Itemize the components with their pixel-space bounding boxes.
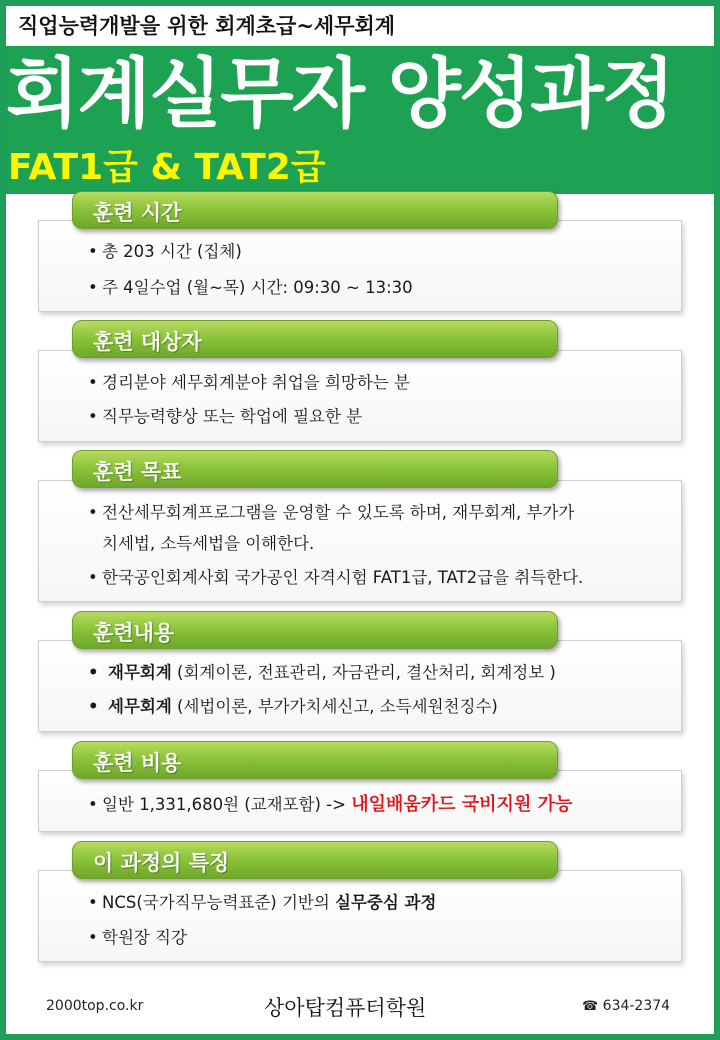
list-item: • 한국공인회계사회 국가공인 자격시험 FAT1급, TAT2급을 취득한다.: [88, 568, 584, 587]
section-box-target: [38, 350, 682, 442]
bullet: •: [88, 568, 98, 587]
section-label: 훈련 시간: [93, 201, 182, 225]
section-label: 훈련 목표: [93, 460, 182, 484]
poster-subtitle: 직업능력개발을 위한 회계초급~세무회계: [18, 13, 396, 38]
section-label: 훈련 비용: [93, 751, 182, 775]
section-label: 이 과정의 특징: [93, 851, 230, 875]
bullet: •: [88, 278, 98, 297]
list-item: • 재무회계 (회계이론, 전표관리, 자금관리, 결산처리, 회계정보 ): [88, 663, 556, 682]
list-item: • 일반 1,331,680원 (교재포함) -> 내일배움카드 국비지원 가능: [88, 794, 573, 815]
list-item: • NCS(국가직무능력표준) 기반의 실무중심 과정: [88, 893, 437, 912]
bullet: •: [88, 242, 98, 261]
website-link[interactable]: 2000top.co.kr: [46, 998, 144, 1014]
bullet: •: [88, 503, 98, 522]
phone-number: ☎ 634-2374: [582, 998, 671, 1014]
bullet: •: [88, 795, 98, 814]
phone-icon: ☎: [582, 999, 599, 1014]
section-tag-goal: [72, 450, 558, 488]
section-tag-target: [72, 320, 558, 358]
list-item: • 총 203 시간 (집체): [88, 242, 242, 261]
list-item: • 경리분야 세무회계분야 취업을 희망하는 분: [88, 373, 410, 392]
section-tag-cost: [72, 741, 558, 779]
section-tag-training-time: [72, 191, 558, 229]
section-label: 훈련내용: [93, 621, 175, 645]
section-box-content: [38, 640, 682, 732]
section-label: 훈련 대상자: [93, 330, 202, 354]
list-item-continuation: 치세법, 소득세법을 이해한다.: [102, 534, 315, 553]
list-item: • 세무회계 (세법이론, 부가가치세신고, 소득세원천징수): [88, 697, 498, 716]
academy-name: 상아탑컴퓨터학원: [264, 996, 427, 1020]
list-item: • 직무능력향상 또는 학업에 필요한 분: [88, 407, 363, 426]
bullet: •: [88, 663, 99, 682]
section-tag-features: [72, 841, 558, 879]
bullet: •: [88, 928, 98, 947]
bullet: •: [88, 697, 99, 716]
bullet: •: [88, 373, 98, 392]
list-item: • 전산세무회계프로그램을 운영할 수 있도록 하며, 재무회계, 부가가: [88, 503, 575, 522]
poster-title: 회계실무자 양성과정: [6, 49, 674, 138]
funding-highlight: 내일배움카드 국비지원 가능: [351, 794, 573, 815]
certification-levels: FAT1급 & TAT2급: [8, 147, 326, 188]
bullet: •: [88, 407, 98, 426]
list-item: • 주 4일수업 (월~목) 시간: 09:30 ~ 13:30: [88, 278, 413, 297]
section-tag-content: [72, 611, 558, 649]
list-item: • 학원장 직강: [88, 928, 187, 947]
bullet: •: [88, 893, 98, 912]
